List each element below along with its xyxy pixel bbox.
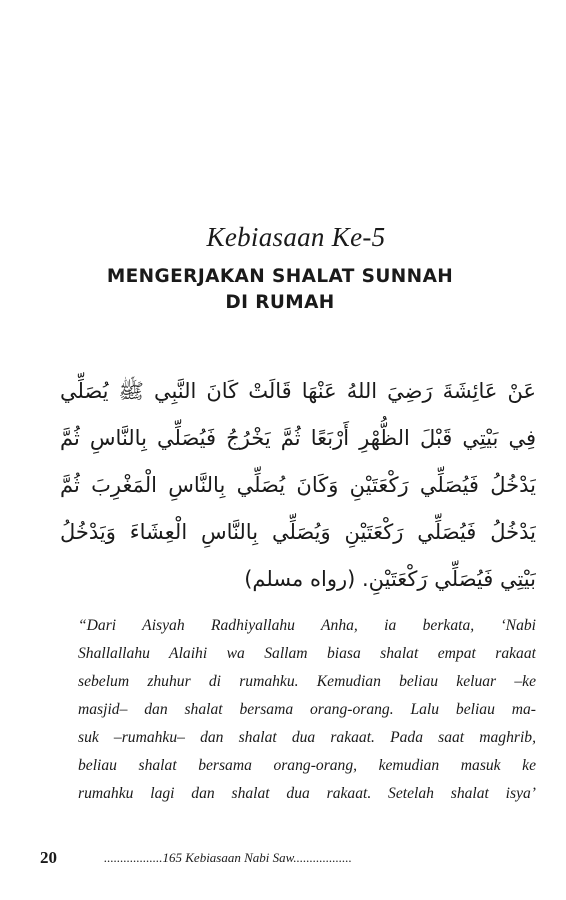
arabic-line: فِي بَيْتِي قَبْلَ الظُّهْرِ أَرْبَعًا ثُمَّ يَخْرُجُ فَيُصَلِّي بِالنَّاسِ ثُمَّ (60, 426, 536, 450)
running-footer-title: ..................165 Kebiasaan Nabi Saw.................. (104, 850, 352, 865)
chapter-title (60, 264, 500, 316)
page-footer (40, 848, 510, 872)
arabic-line: عَنْ عَائِشَةَ رَضِيَ اللهُ عَنْهَا قَالَتْ كَانَ النَّبِي ﷺ يُصَلِّي (60, 379, 536, 403)
translation-line: Shallallahu Alaihi wa Sallam biasa shalat empat rakaat (78, 645, 536, 662)
translation-line: sebelum zhuhur di rumahku. Kemudian beliau keluar –ke (78, 673, 536, 690)
translation-line: suk –rumahku– dan shalat dua rakaat. Pada saat maghrib, (78, 729, 536, 746)
translation-line: rumahku lagi dan shalat dua rakaat. Setelah shalat isya’ (78, 785, 536, 802)
page-number: 20 (40, 848, 57, 867)
chapter-title-line: DI RUMAH (225, 292, 335, 313)
arabic-line: بَيْتِي فَيُصَلِّي رَكْعَتَيْنِ. (رواه مسلم) (244, 567, 536, 591)
arabic-line: يَدْخُلُ فَيُصَلِّي رَكْعَتَيْنِ وَيُصَلِّي بِالنَّاسِ الْعِشَاءَ وَيَدْخُلُ (60, 520, 536, 544)
translation-line: “Dari Aisyah Radhiyallahu Anha, ia berkata, ‘Nabi (78, 617, 536, 634)
hadith-arabic-text (60, 368, 536, 603)
chapter-title-line: MENGERJAKAN SHALAT SUNNAH (106, 266, 454, 287)
hadith-translation (78, 612, 536, 808)
translation-line: masjid– dan shalat bersama orang-orang. Lalu beliau ma- (78, 701, 536, 718)
arabic-line: يَدْخُلُ فَيُصَلِّي رَكْعَتَيْنِ وَكَانَ يُصَلِّي بِالنَّاسِ الْمَغْرِبَ ثُمَّ (60, 473, 536, 497)
chapter-subtitle: Kebiasaan Ke-5 (206, 222, 386, 252)
translation-line: beliau shalat bersama orang-orang, kemudian masuk ke (78, 757, 536, 774)
